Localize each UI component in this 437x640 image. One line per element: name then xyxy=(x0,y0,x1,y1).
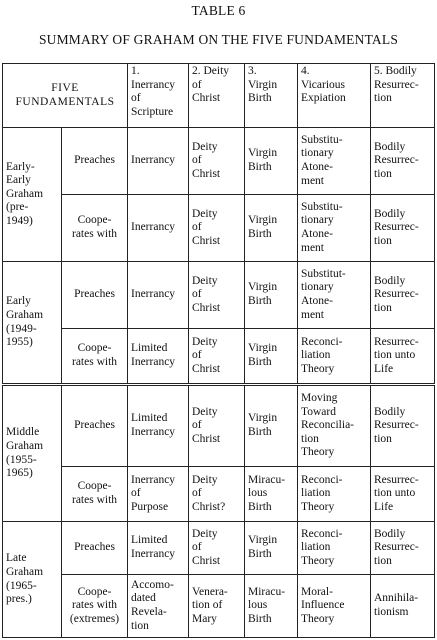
table-cell: Deity of Christ xyxy=(189,329,245,385)
table-cell: Virgin Birth xyxy=(245,128,298,195)
table-cell: Reconci- liation Theory xyxy=(298,522,371,575)
table-row xyxy=(3,329,435,385)
table-cell: Substitut- tionary Atone- ment xyxy=(298,262,371,329)
table-cell: Virgin Birth xyxy=(245,522,298,575)
table-cell: Miracu- lous Birth xyxy=(245,575,298,638)
table-cell: Annihila- tionism xyxy=(371,575,435,638)
table-cell: Bodily Resurrec- tion xyxy=(371,195,435,262)
table-cell: Venera- tion of Mary xyxy=(189,575,245,638)
table-cell: Bodily Resurrec- tion xyxy=(371,128,435,195)
table-cell: Inerrancy of Purpose xyxy=(128,467,189,522)
table-cell: Resurrec- tion unto Life xyxy=(371,329,435,385)
table-title: SUMMARY OF GRAHAM ON THE FIVE FUNDAMENTALS xyxy=(38,32,399,47)
table-cell: Inerrancy xyxy=(128,128,189,195)
table-cell: Resurrec- tion unto Life xyxy=(371,467,435,522)
row-label: Preaches xyxy=(62,385,128,467)
table-cell: Deity of Christ xyxy=(189,522,245,575)
table-number: TABLE 6 xyxy=(191,3,246,18)
row-label: Preaches xyxy=(62,522,128,575)
table-cell: Deity of Christ xyxy=(189,128,245,195)
table-cell: Deity of Christ? xyxy=(189,467,245,522)
table-cell: Deity of Christ xyxy=(189,195,245,262)
table-cell: Virgin Birth xyxy=(245,262,298,329)
row-label: Coope- rates with (extremes) xyxy=(62,575,128,638)
table-row xyxy=(3,262,435,329)
table-row xyxy=(3,195,435,262)
header-resurrection: 5. Bodily Resurrec- tion xyxy=(371,64,435,128)
header-inerrancy: 1. Inerrancy of Scripture xyxy=(128,64,189,128)
table-row xyxy=(3,575,435,638)
period-label: Middle Graham (1955- 1965) xyxy=(3,385,62,522)
table-cell: Reconci- liation Theory xyxy=(298,467,371,522)
row-label: Coope- rates with xyxy=(62,195,128,262)
table-cell: Limited Inerrancy xyxy=(128,385,189,467)
table-cell: Virgin Birth xyxy=(245,329,298,385)
table-cell: Limited Inerrancy xyxy=(128,329,189,385)
period-label: Late Graham (1965- pres.) xyxy=(3,522,62,638)
table-row xyxy=(3,467,435,522)
table-cell: Substitu- tionary Atone- ment xyxy=(298,128,371,195)
fundamentals-table xyxy=(2,63,435,638)
table-cell: Moving Toward Reconcilia- tion Theory xyxy=(298,385,371,467)
table-cell: Miracu- lous Birth xyxy=(245,467,298,522)
table-cell: Reconci- liation Theory xyxy=(298,329,371,385)
table-cell: Bodily Resurrec- tion xyxy=(371,262,435,329)
table-cell: Virgin Birth xyxy=(245,385,298,467)
table-cell: Accomo- dated Revela- tion xyxy=(128,575,189,638)
row-label: Preaches xyxy=(62,128,128,195)
table-cell: Substitu- tionary Atone- ment xyxy=(298,195,371,262)
table-row xyxy=(3,385,435,467)
row-label: Preaches xyxy=(62,262,128,329)
header-deity: 2. Deity of Christ xyxy=(189,64,245,128)
table-cell: Deity of Christ xyxy=(189,385,245,467)
table-cell: Inerrancy xyxy=(128,195,189,262)
row-label: Coope- rates with xyxy=(62,329,128,385)
table-cell: Virgin Birth xyxy=(245,195,298,262)
table-cell: Bodily Resurrec- tion xyxy=(371,522,435,575)
header-expiation: 4. Vicarious Expiation xyxy=(298,64,371,128)
table-cell: Limited Inerrancy xyxy=(128,522,189,575)
table-row xyxy=(3,522,435,575)
table-row xyxy=(3,128,435,195)
table-cell: Moral- Influence Theory xyxy=(298,575,371,638)
table-cell: Bodily Resurrec- tion xyxy=(371,385,435,467)
table-cell: Deity of Christ xyxy=(189,262,245,329)
header-virgin-birth: 3. Virgin Birth xyxy=(245,64,298,128)
header-row xyxy=(3,64,435,128)
period-label: Early- Early Graham (pre- 1949) xyxy=(3,128,62,262)
header-corner: FIVE FUNDAMENTALS xyxy=(3,64,128,128)
row-label: Coope- rates with xyxy=(62,467,128,522)
period-label: Early Graham (1949- 1955) xyxy=(3,262,62,385)
table-cell: Inerrancy xyxy=(128,262,189,329)
